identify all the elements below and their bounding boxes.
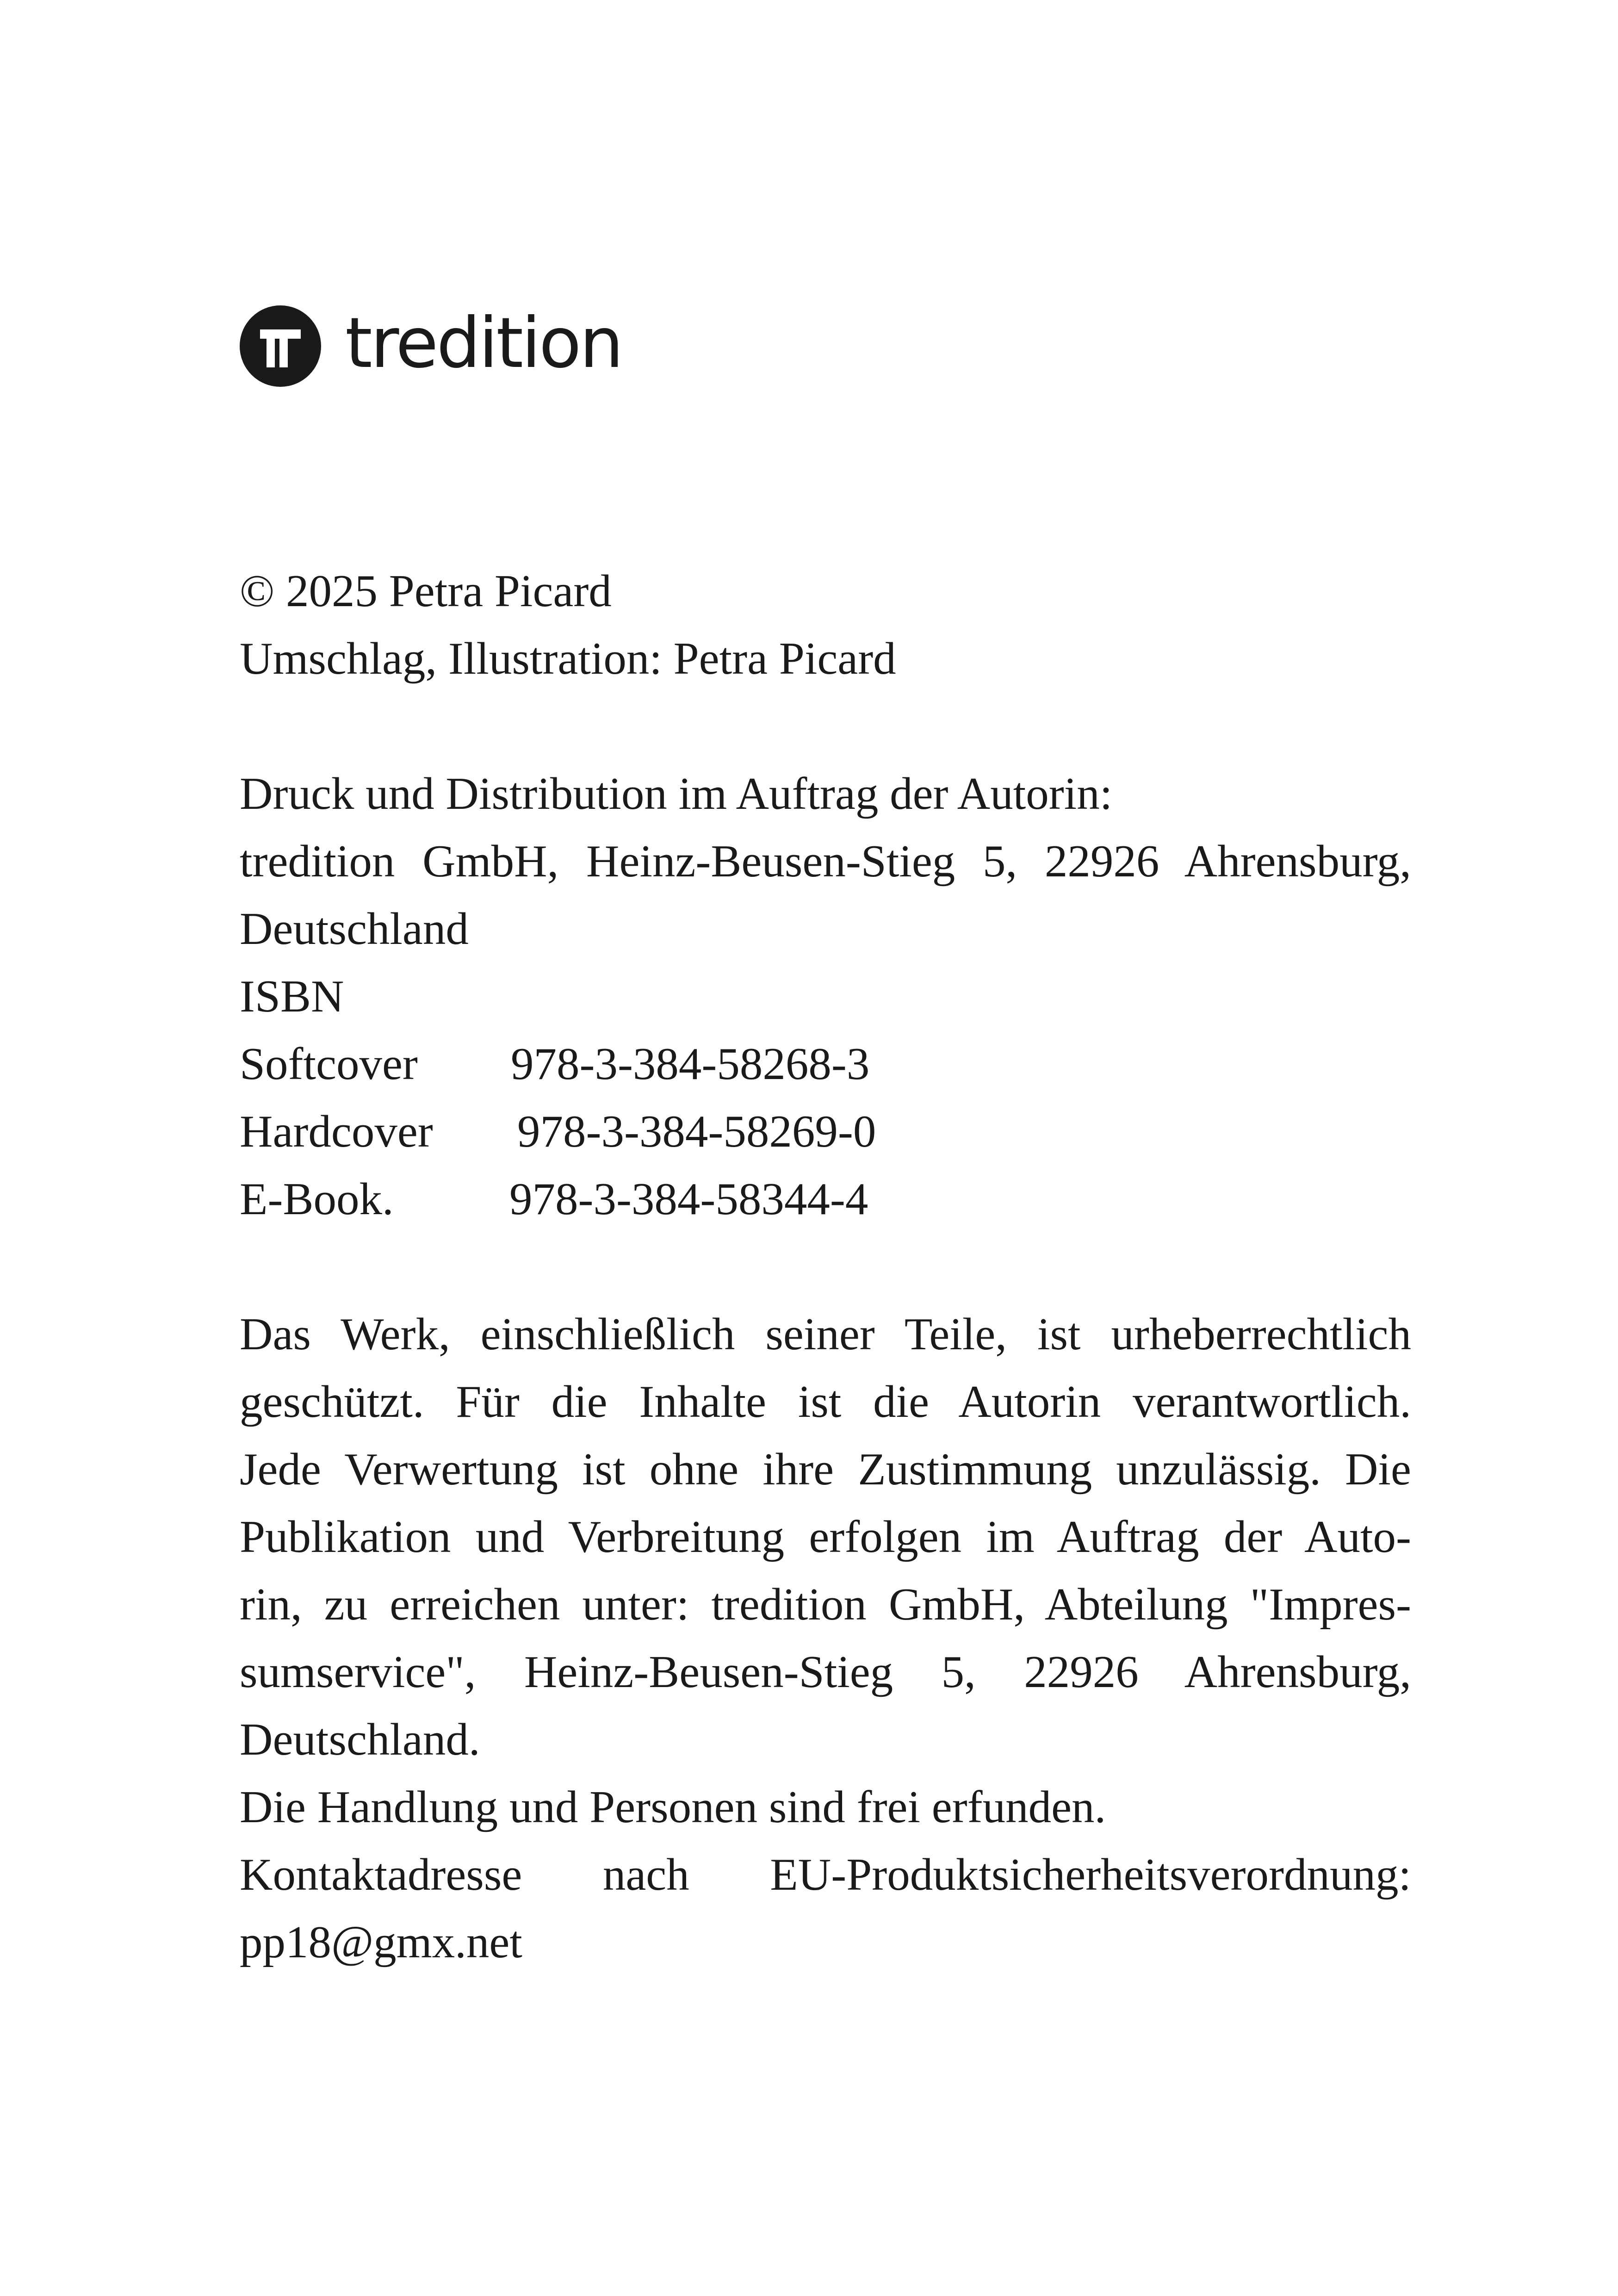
isbn-row-hardcover <box>240 1098 1411 1166</box>
contact-email: pp18@gmx.net <box>240 1917 522 1967</box>
publisher-country-line: Deutschland <box>240 904 469 954</box>
copyright-line: © 2025 Petra Picard <box>240 566 612 616</box>
cover-credit-line: Umschlag, Illustration: Petra Picard <box>240 633 896 684</box>
isbn-label: E-Book. <box>240 1174 394 1224</box>
fiction-note: Die Handlung und Personen sind frei erfunden. <box>240 1782 1106 1832</box>
distribution-line: Druck und Distribution im Auftrag der Autorin: <box>240 769 1113 819</box>
legal-text-last-line: Deutschland. <box>240 1714 480 1765</box>
legal-text-line: sumservice", Heinz-Beusen-Stieg 5, 22926 Ahrensburg, <box>240 1647 1411 1697</box>
isbn-label: Hardcover <box>240 1106 433 1157</box>
isbn-row-softcover <box>240 1030 1411 1098</box>
contact-label-line: Kontaktadresse nach EU-Produktsicherheitsverordnung: <box>240 1849 1411 1900</box>
isbn-number: 978-3-384-58344-4 <box>509 1174 868 1224</box>
publisher-address-line: tredition GmbH, Heinz-Beusen-Stieg 5, 22926 Ahrensburg, <box>240 836 1411 887</box>
tredition-logo-icon <box>240 305 321 387</box>
legal-text-line: Publikation und Verbreitung erfolgen im Auftrag der Auto- <box>240 1512 1411 1562</box>
isbn-row-ebook <box>240 1166 1411 1233</box>
publisher-wordmark: tredition <box>345 303 622 384</box>
publisher-logo <box>240 305 622 387</box>
isbn-label: Softcover <box>240 1039 418 1089</box>
imprint-text <box>240 558 1411 1976</box>
isbn-number: 978-3-384-58269-0 <box>517 1106 876 1157</box>
isbn-heading: ISBN <box>240 971 344 1022</box>
legal-text-line: rin, zu erreichen unter: tredition GmbH, Abteilung "Impres- <box>240 1579 1411 1630</box>
legal-text-line: Jede Verwertung ist ohne ihre Zustimmung unzulässig. Die <box>240 1444 1411 1495</box>
legal-text-line: geschützt. Für die Inhalte ist die Autorin verantwortlich. <box>240 1377 1411 1427</box>
isbn-number: 978-3-384-58268-3 <box>511 1039 870 1089</box>
legal-text-line: Das Werk, einschließlich seiner Teile, ist urheberrechtlich <box>240 1309 1411 1359</box>
